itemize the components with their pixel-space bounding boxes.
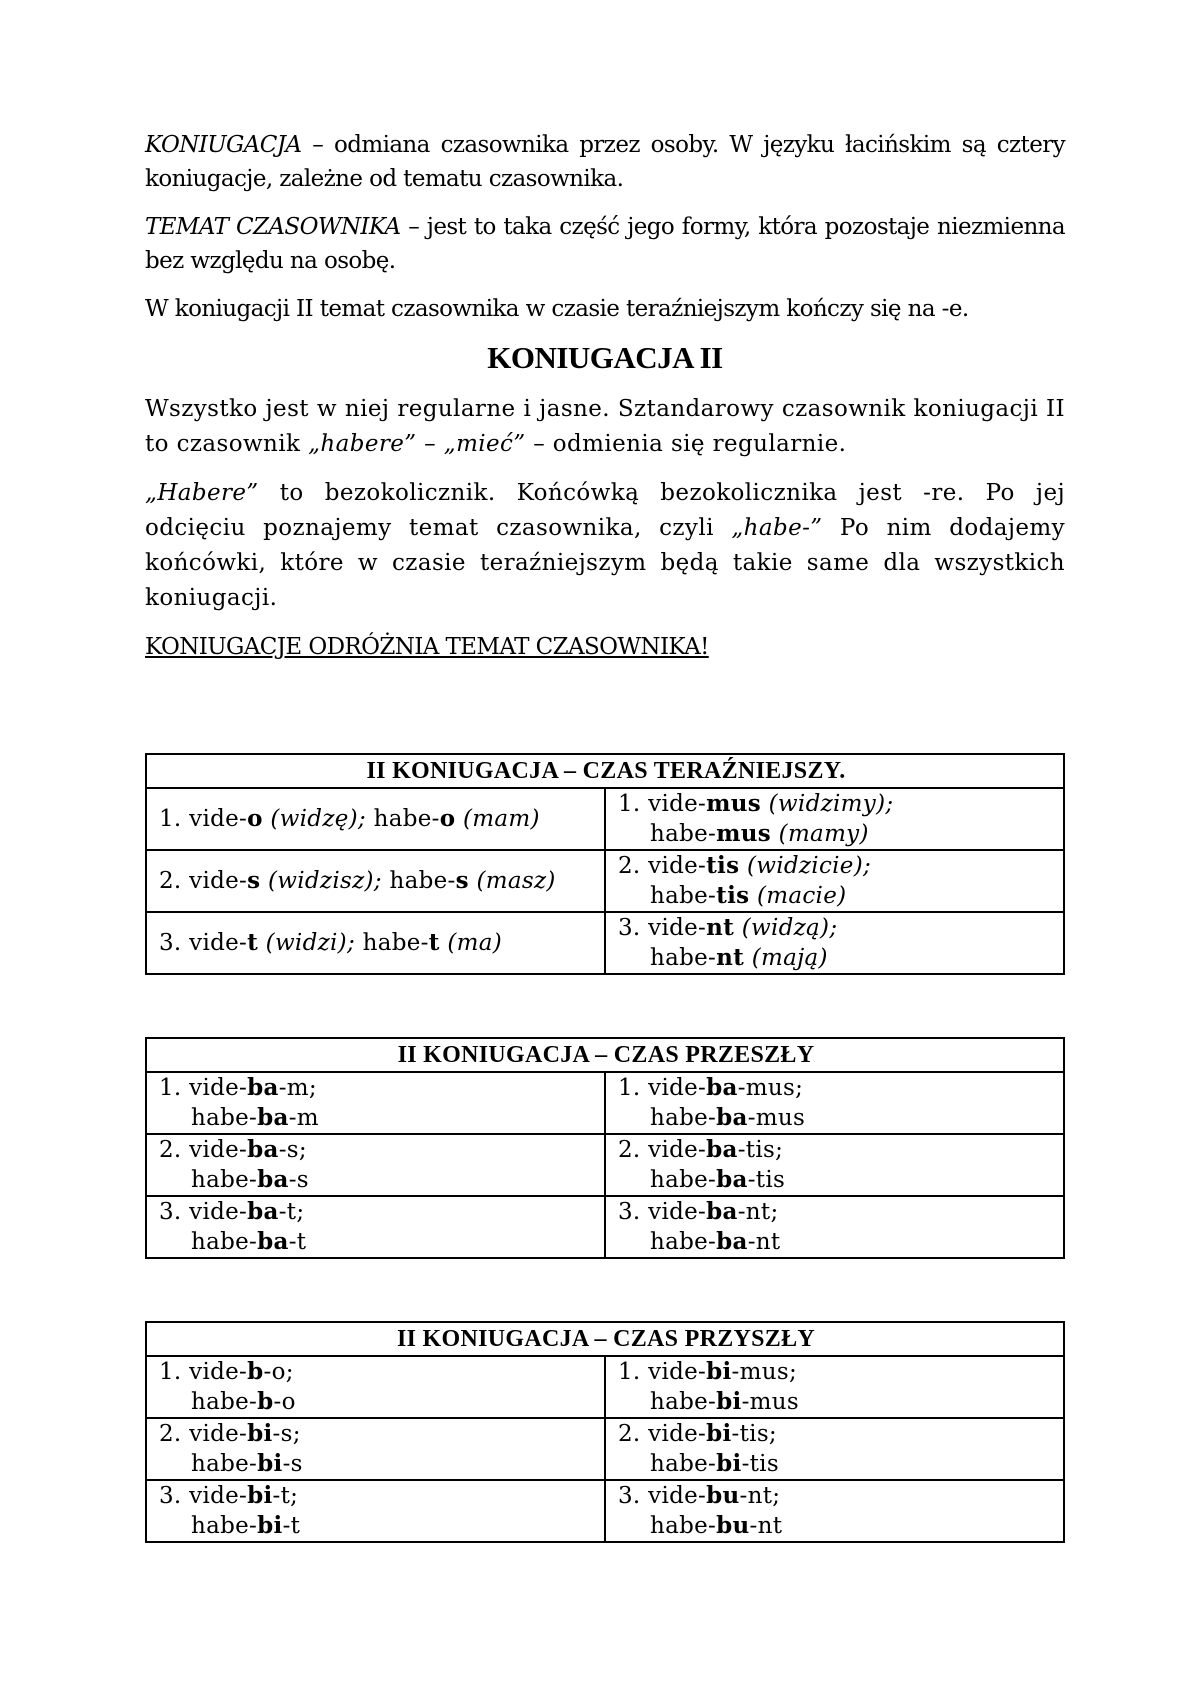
table-present-tense [145,753,1065,975]
person-number: 2. [618,853,649,879]
text-span: – odmienia się regularnie. [525,431,847,457]
tense-marker: ba [257,1104,289,1131]
word-habere: „habere” [308,431,417,457]
table-cell [605,1480,1064,1542]
table-cell [146,1480,605,1542]
text-span: Po nim dodajemy końcówki, które w czasie teraźniejszym będą takie same dla wszystkich koniugacji. [145,515,1065,611]
stem: habe- [191,1167,258,1193]
ending: -o [273,1389,296,1415]
text-span: to bezokolicznik. Końcówką bezokolicznika jest -re. Po jej odcięciu poznajemy temat czasownika, czyli [145,480,1065,541]
stem: vide- [648,1075,707,1101]
ending: t [247,929,259,956]
stem: vide- [648,1199,707,1225]
stem: habe- [650,1229,717,1255]
person-number: 2. [159,1421,190,1447]
table-cell [146,912,605,974]
stem: vide- [189,806,248,832]
ending: -m; [278,1075,317,1101]
stem: vide- [189,1483,248,1509]
stem: vide- [189,1359,248,1385]
person-number: 1. [618,791,649,817]
person-number: 3. [618,1199,649,1225]
term-koniugacja: KONIUGACJA [145,132,302,158]
tense-marker: bi [706,1358,732,1385]
stem: habe- [650,1513,717,1539]
table-cell [605,850,1064,912]
stem: vide- [189,1199,248,1225]
text-span: – [416,431,444,457]
ending: s [247,867,261,894]
translation: (ma) [439,930,502,956]
stem: vide- [648,1483,707,1509]
person-number: 1. [159,1359,190,1385]
ending: -t; [272,1483,299,1509]
ending: -s [282,1451,303,1477]
ending: tis [706,852,740,879]
ending: nt [716,944,745,971]
stem: vide- [648,1421,707,1447]
person-number: 2. [618,1421,649,1447]
paragraph-definition-temat [145,210,1065,278]
table-title: II KONIUGACJA – CZAS PRZYSZŁY [146,1322,1064,1356]
table-title: II KONIUGACJA – CZAS TERAŹNIEJSZY. [146,754,1064,788]
table-cell [605,1134,1064,1196]
translation: (widzę); [262,806,366,832]
ending: s [455,867,469,894]
table-cell [146,1418,605,1480]
ending: -o; [263,1359,294,1385]
stem: habe- [381,868,456,894]
ending: -nt; [739,1483,781,1509]
table-row [146,850,1064,912]
table-cell [146,1134,605,1196]
translation: (mam) [455,806,540,832]
table-cell [605,1418,1064,1480]
ending: nt [706,914,735,941]
translation: (widzicie); [739,853,872,879]
stem: habe- [191,1229,258,1255]
ending: mus [716,820,772,847]
table-future-tense [145,1321,1065,1543]
table-cell [605,912,1064,974]
tense-marker: bu [716,1512,750,1539]
ending: o [247,805,263,832]
ending: mus [706,790,762,817]
table-row [146,788,1064,850]
tense-marker: b [257,1388,274,1415]
person-number: 3. [159,1483,190,1509]
table-row [146,1134,1064,1196]
table-title: II KONIUGACJA – CZAS PRZESZŁY [146,1038,1064,1072]
translation: (widzi); [258,930,356,956]
table-cell [146,1356,605,1418]
definition-text: – jest to taka część jego formy, która pozostaje niezmienna bez względu na osobę. [145,214,1065,274]
ending: -tis [747,1167,786,1193]
table-row [146,1480,1064,1542]
stem: habe- [365,806,440,832]
person-number: 2. [159,868,190,894]
ending: -tis [741,1451,779,1477]
person-number: 3. [159,1199,190,1225]
tense-marker: bi [716,1388,742,1415]
word-habere: „Habere” [145,480,259,506]
stem: vide- [648,1137,707,1163]
stem: vide- [189,1137,248,1163]
table-cell [605,788,1064,850]
ending: -t [282,1513,301,1539]
tense-marker: ba [716,1166,748,1193]
stem: habe- [191,1105,258,1131]
emphasis-note: KONIUGACJE ODRÓŻNIA TEMAT CZASOWNIKA! [145,634,709,660]
tense-marker: bi [716,1450,742,1477]
ending: -nt [749,1513,783,1539]
tense-marker: ba [716,1228,748,1255]
ending: -t; [278,1199,305,1225]
ending: -tis; [737,1137,784,1163]
tense-marker: ba [706,1136,738,1163]
table-row [146,1072,1064,1134]
table-row [146,1418,1064,1480]
table-row [146,1196,1064,1258]
paragraph-stem-ending: W koniugacji II temat czasownika w czasie teraźniejszym kończy się na -e. [145,296,969,322]
person-number: 1. [618,1075,649,1101]
ending: tis [716,882,750,909]
translation: (widzimy); [761,791,894,817]
stem: vide- [648,853,707,879]
table-header-row [146,1038,1064,1072]
table-row [146,912,1064,974]
tense-marker: ba [257,1228,289,1255]
stem: vide- [189,1075,248,1101]
translation: (widzą); [734,915,838,941]
term-temat-czasownika: TEMAT CZASOWNIKA [145,214,401,240]
ending: o [439,805,456,832]
ending: -s [288,1167,309,1193]
paragraph-regular [145,392,1065,462]
table-header-row [146,1322,1064,1356]
table-cell [146,1196,605,1258]
ending: -mus [747,1105,806,1131]
stem: habe- [650,1167,717,1193]
ending: -t [288,1229,307,1255]
stem: vide- [189,868,248,894]
ending: -tis; [731,1421,777,1447]
tense-marker: bi [706,1420,732,1447]
tense-marker: ba [247,1074,279,1101]
translation: (macie) [749,883,847,909]
ending: -s; [278,1137,307,1163]
table-cell [605,1196,1064,1258]
tense-marker: bi [257,1450,283,1477]
tense-marker: b [247,1358,264,1385]
tense-marker: bi [257,1512,283,1539]
person-number: 1. [618,1359,649,1385]
tense-marker: ba [716,1104,748,1131]
stem: habe- [191,1513,258,1539]
table-cell [605,1356,1064,1418]
stem: habe- [650,821,717,847]
person-number: 2. [159,1137,190,1163]
tense-marker: bi [247,1482,273,1509]
tense-marker: ba [247,1198,279,1225]
word-habe: „habe-” [731,515,823,541]
document-page [145,128,1065,1539]
stem: vide- [189,1421,248,1447]
stem: habe- [355,930,429,956]
text-span: Wszystko jest w niej regularne i jasne. Sztandarowy czasownik koniugacji II to czasownik [145,396,1065,457]
ending: -mus [741,1389,799,1415]
ending: -m [288,1105,319,1131]
stem: vide- [189,930,248,956]
ending: -mus; [737,1075,804,1101]
stem: habe- [191,1451,258,1477]
person-number: 3. [618,1483,649,1509]
tense-marker: bu [706,1482,740,1509]
translation: (mamy) [771,821,869,847]
tense-marker: ba [257,1166,289,1193]
table-row [146,1356,1064,1418]
paragraph-definition-koniugacja [145,128,1065,196]
definition-text: – odmiana czasownika przez osoby. W języku łacińskim są cztery koniugacje, zależne od tematu czasownika. [145,132,1065,192]
paragraph-infinitive [145,476,1065,616]
table-cell [146,1072,605,1134]
ending: -nt [747,1229,781,1255]
tense-marker: ba [247,1136,279,1163]
word-miec: „mieć” [443,431,526,457]
stem: vide- [648,1359,707,1385]
stem: habe- [650,1389,717,1415]
person-number: 1. [159,806,190,832]
table-cell [605,1072,1064,1134]
person-number: 1. [159,1075,190,1101]
person-number: 3. [159,930,190,956]
stem: vide- [648,915,707,941]
table-header-row [146,754,1064,788]
ending: -s; [272,1421,301,1447]
tense-marker: ba [706,1198,738,1225]
tense-marker: ba [706,1074,738,1101]
stem: habe- [650,1451,717,1477]
stem: habe- [650,945,717,971]
person-number: 3. [618,915,649,941]
translation: (widzisz); [260,868,382,894]
ending: t [428,929,440,956]
stem: habe- [650,883,717,909]
stem: vide- [648,791,707,817]
ending: -nt; [737,1199,779,1225]
person-number: 2. [618,1137,649,1163]
stem: habe- [650,1105,717,1131]
table-cell [146,850,605,912]
ending: -mus; [731,1359,797,1385]
section-heading: KONIUGACJA II [487,340,723,375]
stem: habe- [191,1389,258,1415]
translation: (mają) [744,945,828,971]
translation: (masz) [468,868,556,894]
table-cell [146,788,605,850]
table-past-tense [145,1037,1065,1259]
tense-marker: bi [247,1420,273,1447]
